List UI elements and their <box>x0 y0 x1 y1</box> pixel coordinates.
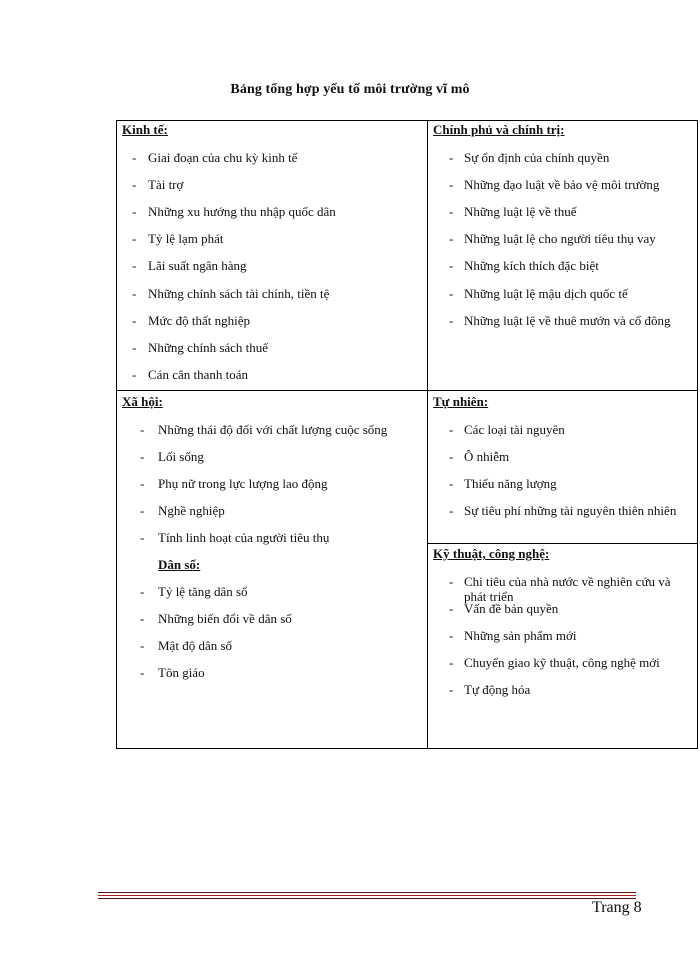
table-border-left <box>116 120 117 749</box>
bullet-dash: - <box>132 285 137 301</box>
list-item-text: Những sản phẩm mới <box>464 628 577 643</box>
bullet-dash: - <box>449 476 454 491</box>
population-heading: Dân số: <box>158 557 201 572</box>
bullet-dash: - <box>449 682 454 697</box>
list-item-text: Những luật lệ về thuê mướn và cổ đông <box>464 312 671 328</box>
list-item-text: Nghề nghiệp <box>158 503 225 518</box>
bullet-dash: - <box>449 655 454 670</box>
footer-rule <box>98 895 636 896</box>
bullet-dash: - <box>140 530 145 545</box>
technology-heading: Kỹ thuật, công nghệ: <box>433 546 550 561</box>
government-heading: Chính phủ và chính trị: <box>433 122 565 137</box>
list-item-text: Lãi suất ngân hàng <box>148 258 247 274</box>
list-item-text: Tự động hóa <box>464 682 531 697</box>
bullet-dash: - <box>140 611 145 626</box>
bullet-dash: - <box>449 503 454 518</box>
list-item-text: Mật độ dân số <box>158 638 233 653</box>
list-item-text: Sự tiêu phí những tài nguyên thiên nhiên <box>464 503 677 518</box>
bullet-dash: - <box>132 258 137 274</box>
table-divider-row <box>116 390 698 391</box>
list-item-text: Những chính sách thuế <box>148 339 269 355</box>
list-item-text: Mức độ thất nghiệp <box>148 312 251 328</box>
list-item-text: Các loại tài nguyên <box>464 422 565 437</box>
bullet-dash: - <box>449 150 454 165</box>
list-item-text: Tỷ lệ tăng dân số <box>158 584 248 599</box>
footer-rule <box>98 892 636 893</box>
bullet-dash: - <box>132 231 137 247</box>
bullet-dash: - <box>449 628 454 643</box>
bullet-dash: - <box>132 366 137 382</box>
list-item-text: Những thái độ đối với chất lượng cuộc sống <box>158 422 388 437</box>
bullet-dash: - <box>449 258 454 274</box>
list-item-text: Cán cân thanh toán <box>148 366 248 382</box>
bullet-dash: - <box>449 231 454 247</box>
list-item-text: Những xu hướng thu nhập quốc dân <box>148 204 336 220</box>
bullet-dash: - <box>132 312 137 328</box>
footer-rule <box>98 898 636 899</box>
list-item-text: Vấn đề bản quyền <box>464 601 559 616</box>
bullet-dash: - <box>449 177 454 193</box>
list-item-text: Ô nhiễm <box>464 449 510 464</box>
society-heading: Xã hội: <box>122 394 163 409</box>
list-item-text: Tỷ lệ lạm phát <box>148 231 224 247</box>
list-item-text: Phụ nữ trong lực lượng lao động <box>158 476 328 491</box>
bullet-dash: - <box>449 422 454 437</box>
bullet-dash: - <box>140 476 145 491</box>
page-title: Bảng tổng hợp yếu tố môi trường vĩ mô <box>230 82 470 97</box>
bullet-dash: - <box>140 584 145 599</box>
list-item-text: Lối sống <box>158 449 204 464</box>
bullet-dash: - <box>449 204 454 220</box>
nature-heading: Tự nhiên: <box>433 394 489 409</box>
list-item-text: Những chính sách tài chính, tiền tệ <box>148 285 330 301</box>
bullet-dash: - <box>132 339 137 355</box>
table-border-top <box>116 120 698 121</box>
list-item-text: Giai đoạn của chu kỳ kinh tế <box>148 150 298 165</box>
list-item-text: Thiếu năng lượng <box>464 476 557 491</box>
list-item-text: Tôn giáo <box>158 665 205 680</box>
bullet-dash: - <box>140 503 145 518</box>
bullet-dash: - <box>449 285 454 301</box>
bullet-dash: - <box>449 574 454 589</box>
page-number: Trang 8 <box>592 899 642 916</box>
bullet-dash: - <box>132 204 137 220</box>
bullet-dash: - <box>449 312 454 328</box>
bullet-dash: - <box>449 601 454 616</box>
list-item-text: Những luật lệ cho người tiêu thụ vay <box>464 231 656 247</box>
table-border-bottom <box>116 748 698 749</box>
list-item-text: Những biến đổi về dân số <box>158 611 292 626</box>
bullet-dash: - <box>140 665 145 680</box>
list-item-text: Tính linh hoạt của người tiêu thụ <box>158 530 330 545</box>
list-item-text: Những luật lệ mậu dịch quốc tế <box>464 285 628 301</box>
list-item-text: Những kích thích đặc biệt <box>464 258 599 274</box>
table-divider-vertical <box>427 120 428 749</box>
bullet-dash: - <box>449 449 454 464</box>
list-item-text: Tài trợ <box>148 177 184 193</box>
list-item-text: Những đạo luật về bảo vệ môi trường <box>464 177 660 193</box>
economy-heading: Kinh tế: <box>122 122 168 137</box>
list-item-text: Chi tiêu của nhà nước về nghiên cứu và phát triển <box>464 574 671 604</box>
bullet-dash: - <box>132 150 137 165</box>
bullet-dash: - <box>140 449 145 464</box>
list-item-text: Sự ổn định của chính quyền <box>464 150 610 165</box>
bullet-dash: - <box>140 422 145 437</box>
list-item-text: Chuyển giao kỹ thuật, công nghệ mới <box>464 655 660 670</box>
list-item-text: Những luật lệ về thuế <box>464 204 577 220</box>
table-border-right <box>697 120 698 749</box>
bullet-dash: - <box>132 177 137 193</box>
bullet-dash: - <box>140 638 145 653</box>
table-divider-tech <box>427 543 698 544</box>
